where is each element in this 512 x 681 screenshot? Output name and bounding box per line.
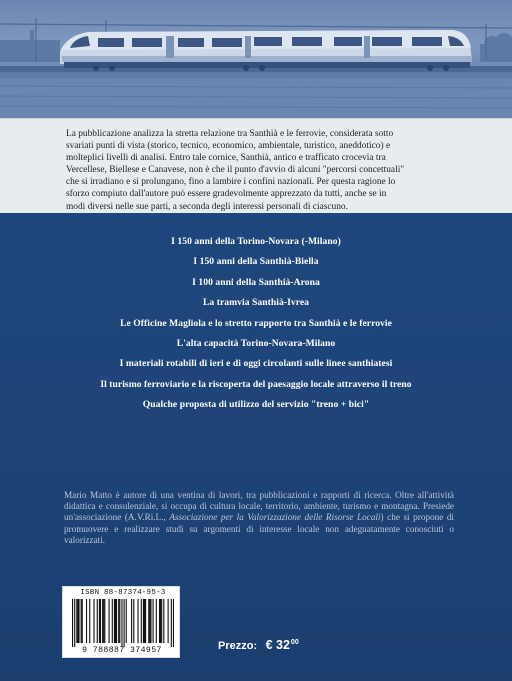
barcode-bar [150, 599, 151, 643]
barcode-bar [124, 599, 125, 647]
association-name: Associazione per la Valorizzazione delle Risorse Locali [169, 512, 381, 523]
intro-line: La pubblicazione analizza la stretta relazione tra Santhià e le ferrovie, considerata sotto [66, 129, 394, 139]
intro-line: che si irradiano e si prolungano, fino a lambire i confini nazionali. Per questa ragione lo [66, 177, 396, 188]
chapter-item: Qualche proposta di utilizzo del servizio "treno + bici" [142, 399, 370, 411]
chapter-item: I 100 anni della Santhià-Arona [192, 276, 320, 288]
barcode-bar [97, 599, 98, 643]
chapter-item: I materiali rotabili di ieri e di oggi circolanti sulle linee santhiatesi [119, 358, 393, 370]
chapter-item: Il turismo ferroviario e la riscoperta del paesaggio locale attraverso il treno [100, 378, 412, 390]
price-value [266, 638, 299, 652]
barcode-bar [149, 599, 150, 643]
barcode-bar [103, 599, 104, 643]
barcode-bar [74, 599, 75, 647]
barcode-bar [161, 599, 162, 643]
barcode-bar [77, 599, 78, 643]
barcode-bar [171, 599, 172, 647]
barcode-bar [126, 599, 127, 643]
chapter-item: La tramvia Santhià-Ivrea [202, 297, 310, 309]
ean-left-group: 788887 [92, 646, 125, 655]
barcode-bar [112, 599, 113, 643]
barcode-bar [102, 599, 103, 643]
barcode-bar [82, 599, 83, 643]
barcode-bar [173, 599, 174, 647]
intro-band [0, 118, 512, 213]
barcode-bar [76, 599, 77, 643]
intro-line: sforzo compiuto dall'autore può essere gradevolmente apprezzato da tutti, anche se in [66, 189, 387, 200]
barcode-bar [72, 599, 73, 647]
barcode-bar [100, 599, 101, 643]
barcode-bar [143, 599, 144, 643]
barcode-bar [104, 599, 105, 643]
barcode-bar [148, 599, 149, 643]
barcode-bars [72, 599, 174, 647]
intro-line: svariati punti di vista (storico, tecnico, economico, ambientale, turistico, aneddotico) e [66, 141, 391, 152]
ean-number [65, 646, 179, 656]
price [218, 636, 299, 654]
barcode-bar [159, 599, 160, 643]
barcode-bar [109, 599, 110, 643]
barcode-bar [168, 599, 169, 643]
barcode-bar [121, 599, 122, 647]
barcode-bar [145, 599, 146, 643]
barcode-bar [119, 599, 120, 643]
barcode-bar [133, 599, 134, 643]
barcode-bar [114, 599, 115, 643]
barcode-bar [118, 599, 119, 643]
barcode-bar [163, 599, 164, 643]
barcode-bar [144, 599, 145, 643]
ean-right-group: 374957 [129, 646, 162, 655]
train-illustration [0, 0, 512, 118]
barcode-bar [93, 599, 94, 643]
intro-paragraph [66, 128, 453, 213]
barcode-bar [116, 599, 117, 643]
author-bio-text-end: ) che si propone di promuovere e realizzare studi su argomenti di interesse locale non adeguatamente conosciuti o valorizzati. [64, 512, 454, 545]
chapter-item: L'alta capacità Torino-Novara-Milano [176, 337, 336, 349]
price-cents: 00 [290, 639, 299, 646]
barcode-bar [99, 599, 100, 643]
barcode-bar [160, 599, 161, 643]
ean-lead-digit: 9 [82, 646, 88, 655]
chapter-item: I 150 anni della Torino-Novara (-Milano) [171, 236, 341, 247]
chapter-item: I 150 anni della Santhià-Biella [193, 256, 319, 268]
barcode-bar [115, 599, 116, 643]
barcode-bar [131, 599, 132, 643]
chapter-item: Le Officine Magliola e lo stretto rapporto tra Santhià e le ferrovie [120, 317, 392, 329]
author-bio-text: Mario Matto è autore di una ventina di lavori, tra pubblicazioni e rapporti di ricerca. Oltre all'attività didattica e consulenziale, si occupa di cultura locale, territorio, ambiente, turismo e montagna. Presiede un'associazione (A.V.Ri.L., [64, 490, 454, 523]
barcode-bar [89, 599, 90, 643]
barcode-bar [156, 599, 157, 643]
intro-line: modi diversi nelle sue parti, a seconda degli interessi personali di ciascuno. [66, 201, 348, 212]
barcode-bar [86, 599, 87, 643]
barcode-bar [141, 599, 142, 643]
barcode-bar [137, 599, 138, 643]
train-photo [0, 0, 512, 118]
barcode-bar [153, 599, 154, 643]
intro-line: Vercellese, Biellese e Canavese, non è che il punto d'avvio di alcuni "percorsi concettuali" [66, 165, 405, 176]
isbn-barcode [62, 586, 180, 658]
intro-line: molteplici livelli di analisi. Entro tale cornice, Santhià, antico e trafficato crocevia tra [66, 153, 386, 164]
author-bio [64, 490, 454, 546]
isbn-number: ISBN 88-87374-95-3 [80, 589, 166, 597]
barcode-bar [78, 599, 79, 643]
price-amount: 32 [276, 638, 290, 652]
price-currency: € [265, 638, 273, 652]
price-label: Prezzo: [218, 640, 258, 652]
chapter-list [0, 232, 512, 416]
barcode-bar [81, 599, 82, 643]
